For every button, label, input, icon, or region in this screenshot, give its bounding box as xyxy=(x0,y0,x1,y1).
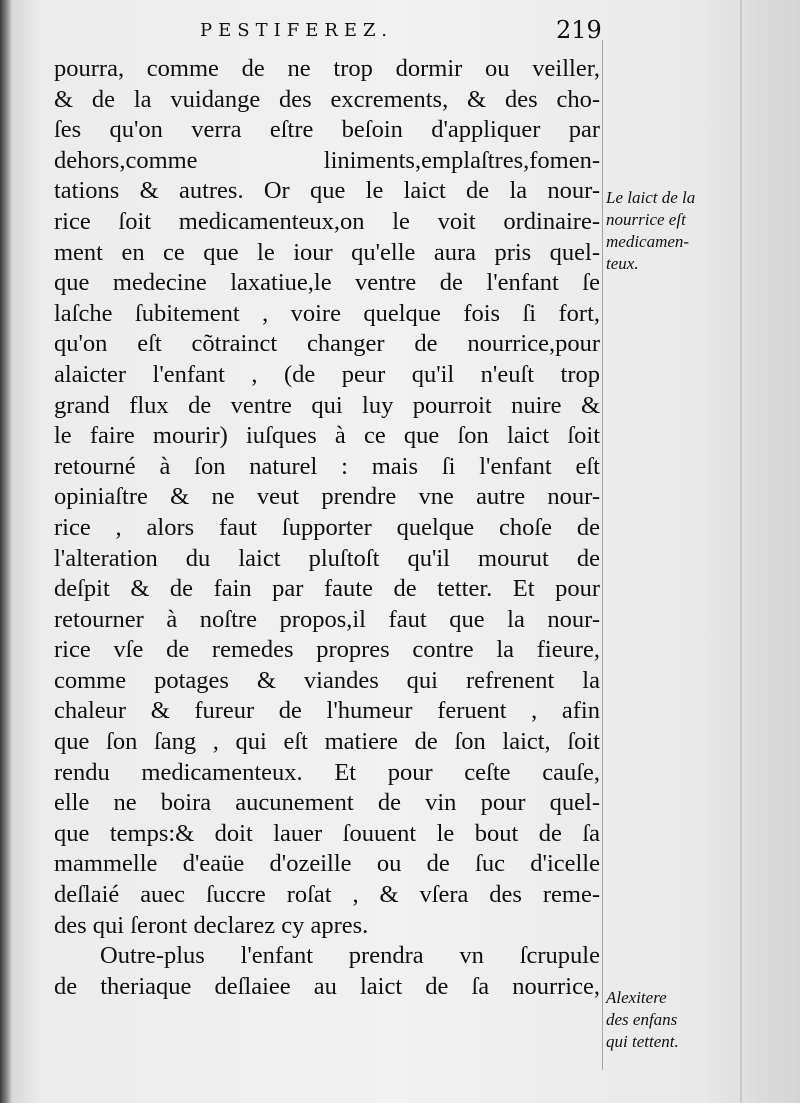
margin-note-line: Le laict de la xyxy=(606,188,696,207)
text-line: retourner à noſtre propos,il faut que la nour- xyxy=(54,605,600,633)
text-line: laſche ſubitement , voire quelque fois ſi fort, xyxy=(54,299,600,327)
text-line: mammelle d'eaüe d'ozeille ou de ſuc d'icelle xyxy=(54,850,600,878)
text-line: ment en ce que le iour qu'elle aura pris quel- xyxy=(54,238,600,266)
margin-note-line: nourrice eſt xyxy=(606,210,686,229)
text-line: que medecine laxatiue,le ventre de l'enfant ſe xyxy=(54,269,600,297)
margin-note-line: des enfans xyxy=(606,1010,678,1029)
text-line: des qui ſeront declarez cy apres. xyxy=(54,911,369,939)
text-line: alaicter l'enfant , (de peur qu'il n'euſt trop xyxy=(54,360,600,388)
margin-rule xyxy=(602,40,603,1070)
text-line: dehors,comme liniments,emplaſtres,fomen- xyxy=(54,146,600,174)
margin-note-line: teux. xyxy=(606,254,639,273)
margin-note-laict-medicamenteux xyxy=(606,187,736,275)
text-line: opiniaſtre & ne veut prendre vne autre nour- xyxy=(54,483,600,511)
text-line: de theriaque deſlaiee au laict de ſa nourrice, xyxy=(54,972,600,1000)
text-line: chaleur & fureur de l'humeur feruent , afin xyxy=(54,697,600,725)
show-through-line xyxy=(740,0,742,1103)
text-line: l'alteration du laict pluſtoſt qu'il mourut de xyxy=(54,544,600,572)
text-line: comme potages & viandes qui refrenent la xyxy=(54,666,600,694)
text-line: & de la vuidange des excrements, & des cho- xyxy=(54,85,600,113)
margin-note-alexitere xyxy=(606,987,736,1053)
text-line: deſlaié auec ſuccre roſat , & vſera des reme- xyxy=(54,881,600,909)
margin-note-line: medicamen- xyxy=(606,232,690,251)
running-title: PESTIFEREZ. xyxy=(200,20,393,41)
text-line: qu'on eſt cõtrainct changer de nourrice,pour xyxy=(54,330,600,358)
scan-edge-shadow xyxy=(0,0,12,1103)
text-line: tations & autres. Or que le laict de la nour- xyxy=(54,177,600,205)
main-text-block xyxy=(54,54,600,1002)
page-number: 219 xyxy=(556,16,602,44)
text-line: Outre-plus l'enfant prendra vn ſcrupule xyxy=(100,942,600,970)
margin-note-line: Alexitere xyxy=(606,988,667,1007)
text-line: rice , alors faut ſupporter quelque choſe de xyxy=(54,513,600,541)
margin-note-line: qui tettent. xyxy=(606,1032,679,1051)
text-line: rendu medicamenteux. Et pour ceſte cauſe, xyxy=(54,758,600,786)
text-line: rice vſe de remedes propres contre la fieure, xyxy=(54,636,600,664)
text-line: le faire mourir) iuſques à ce que ſon laict ſoit xyxy=(54,422,600,450)
text-line: retourné à ſon naturel : mais ſi l'enfant eſt xyxy=(54,452,600,480)
text-line: rice ſoit medicamenteux,on le voit ordinaire- xyxy=(54,207,600,235)
text-line: que temps:& doit lauer ſouuent le bout de ſa xyxy=(54,819,600,847)
text-line: ſes qu'on verra eſtre beſoin d'appliquer par xyxy=(54,116,600,144)
text-line: grand flux de ventre qui luy pourroit nuire & xyxy=(54,391,600,419)
text-line: deſpit & de fain par faute de tetter. Et pour xyxy=(54,575,600,603)
text-line: elle ne boira aucunement de vin pour quel- xyxy=(54,789,600,817)
text-line: que ſon ſang , qui eſt matiere de ſon laict, ſoit xyxy=(54,728,600,756)
text-line: pourra, comme de ne trop dormir ou veiller, xyxy=(54,55,600,82)
